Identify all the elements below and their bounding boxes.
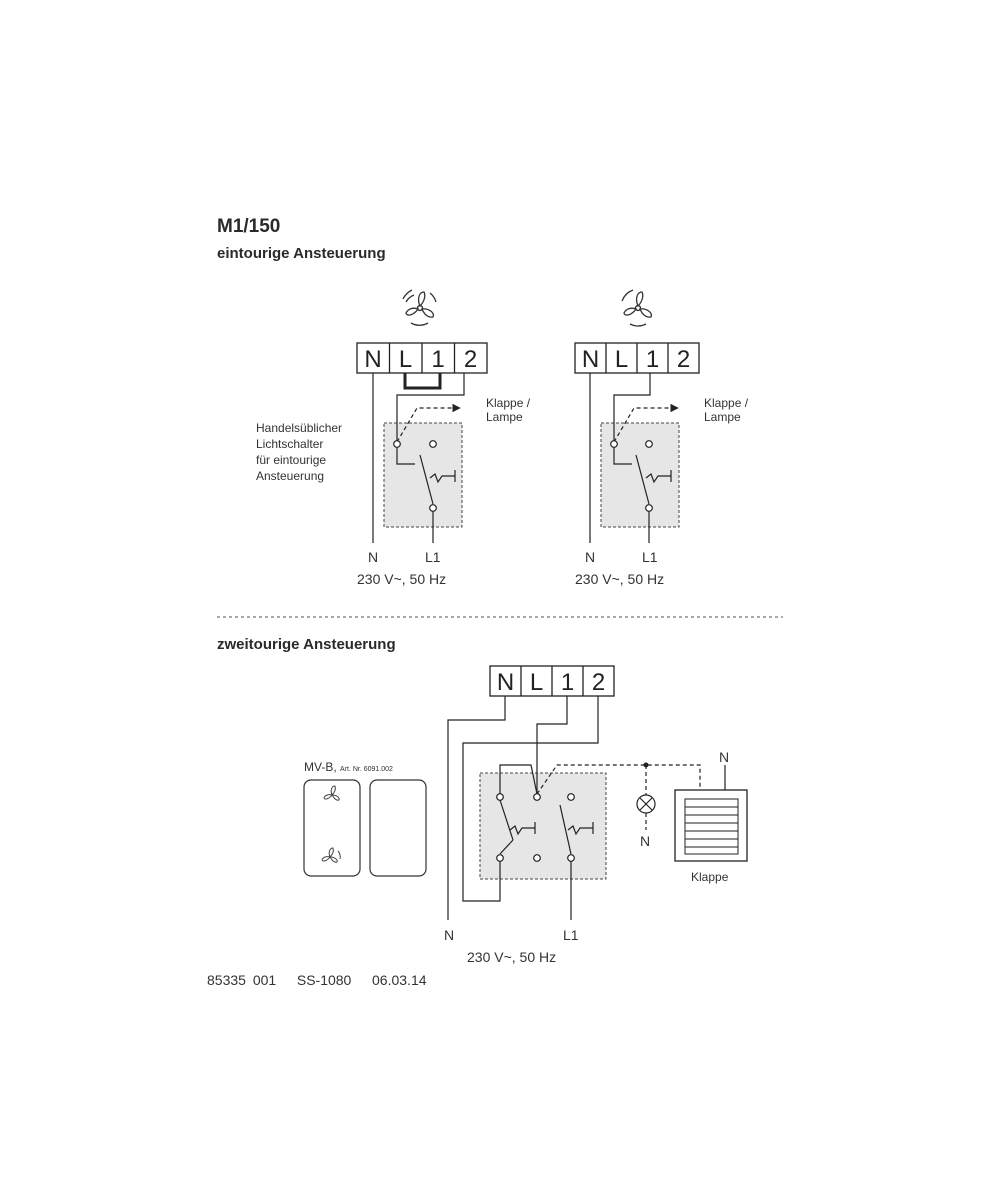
two-speed-heading: zweitourige Ansteuerung [217,636,396,653]
terminal-l: L [398,346,413,373]
svg-text:N: N [581,346,600,373]
lamp-neutral-label: N [640,833,651,849]
terminal-block-right [575,343,699,373]
flap-label: Klappe [691,870,729,884]
terminal-1: 1 [431,346,445,373]
switch-model-label: MV-B, Art. Nr. 6091.002 [304,760,393,774]
switch-note: Handelsüblicher Lichtschalter für eintourige Ansteuerung [256,421,343,483]
svg-text:L: L [529,669,544,696]
svg-text:1: 1 [645,346,660,373]
terminal-n: N [364,346,382,373]
mvb-switch [304,780,426,876]
neutral-label-right: N [585,549,596,565]
lamp-icon [637,795,655,813]
phase-label-two-speed: L1 [563,927,579,943]
single-speed-heading: eintourige Ansteuerung [217,245,386,262]
svg-text:N: N [496,669,515,696]
output-label-left: Klappe / Lampe [486,396,531,424]
supply-label-right: 230 V~, 50 Hz [575,571,665,587]
phase-label-right: L1 [642,549,658,565]
phase-label-left: L1 [425,549,441,565]
fan-icon [622,290,651,326]
two-speed-diagram [304,666,747,920]
single-speed-diagram-right [575,290,699,543]
neutral-label-left: N [368,549,379,565]
terminal-2: 2 [463,346,478,373]
single-speed-diagram-left [357,290,487,543]
flap-icon [675,790,747,861]
document-footer: 85335 001 SS-1080 06.03.14 [207,972,427,988]
supply-label-left: 230 V~, 50 Hz [357,571,447,587]
svg-text:2: 2 [591,669,606,696]
output-label-right: Klappe / Lampe [704,396,749,424]
fan-icon [403,290,436,325]
flap-neutral-label: N [719,749,730,765]
supply-label-two-speed: 230 V~, 50 Hz [467,949,557,965]
neutral-label-two-speed: N [444,927,455,943]
svg-text:1: 1 [560,669,575,696]
terminal-block-two-speed [490,666,614,696]
terminal-block-left [357,343,487,373]
svg-text:2: 2 [676,346,691,373]
page-title: M1/150 [217,216,281,237]
svg-text:L: L [614,346,629,373]
